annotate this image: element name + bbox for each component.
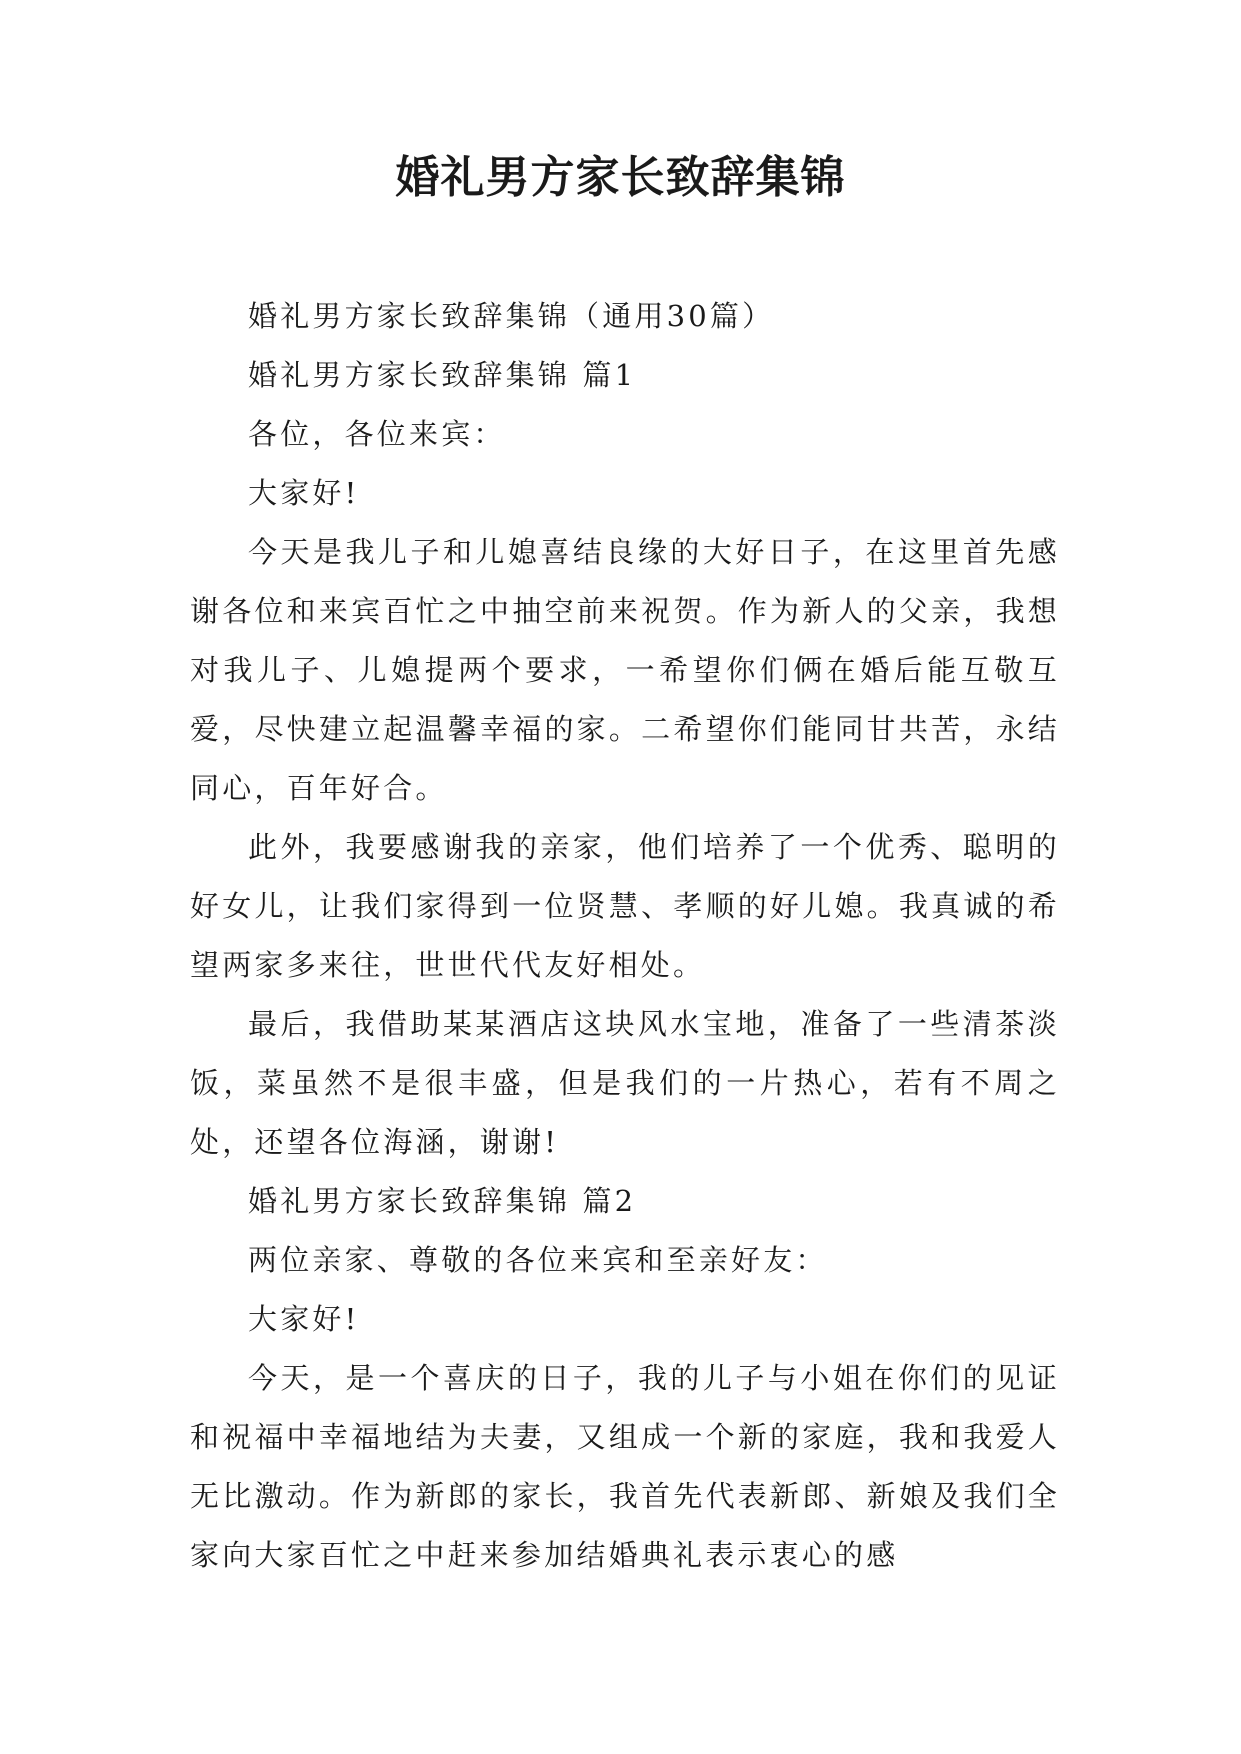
body-paragraph: 今天，是一个喜庆的日子，我的儿子与小姐在你们的见证和祝福中幸福地结为夫妻，又组成一个新的家庭，我和我爱人无比激动。作为新郎的家长，我首先代表新郎、新娘及我们全家向大家百忙之中赶来参加结婚典礼表示衷心的感 bbox=[190, 1361, 1060, 1572]
document-body bbox=[190, 287, 1060, 1585]
body-paragraph: 最后，我借助某某酒店这块风水宝地，准备了一些清茶淡饭，菜虽然不是很丰盛，但是我们的一片热心，若有不周之处，还望各位海涵，谢谢! bbox=[190, 1007, 1060, 1159]
greeting-paragraph: 大家好! bbox=[248, 1302, 360, 1336]
body-paragraph: 今天是我儿子和儿媳喜结良缘的大好日子，在这里首先感谢各位和来宾百忙之中抽空前来祝贺。作为新人的父亲，我想对我儿子、儿媳提两个要求，一希望你们俩在婚后能互敬互爱，尽快建立起温馨幸福的家。二希望你们能同甘共苦，永结同心，百年好合。 bbox=[190, 535, 1060, 805]
salutation-paragraph: 各位，各位来宾： bbox=[248, 417, 506, 451]
document-title: 婚礼男方家长致辞集锦 bbox=[395, 152, 846, 203]
salutation-paragraph: 两位亲家、尊敬的各位来宾和至亲好友： bbox=[248, 1243, 828, 1277]
section-heading-2: 婚礼男方家长致辞集锦 篇2 bbox=[248, 1184, 637, 1218]
greeting-paragraph: 大家好! bbox=[248, 476, 360, 510]
section-heading-1: 婚礼男方家长致辞集锦 篇1 bbox=[248, 358, 637, 392]
body-paragraph: 此外，我要感谢我的亲家，他们培养了一个优秀、聪明的好女儿，让我们家得到一位贤慧、孝顺的好儿媳。我真诚的希望两家多来往，世世代代友好相处。 bbox=[190, 830, 1060, 982]
subtitle-paragraph: 婚礼男方家长致辞集锦（通用30篇） bbox=[248, 299, 775, 333]
